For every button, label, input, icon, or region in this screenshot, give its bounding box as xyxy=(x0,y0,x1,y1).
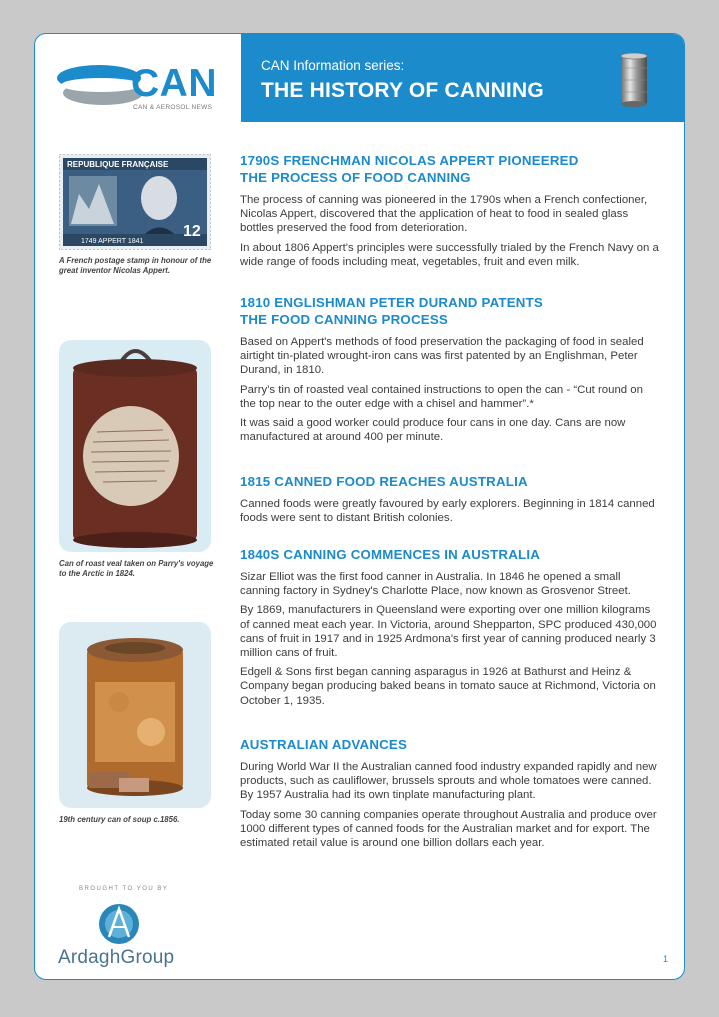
logo-subtext: CAN & AEROSOL NEWS xyxy=(133,104,213,111)
paragraph: By 1869, manufacturers in Queensland were exporting over one million kilograms of canned meat each year. In Victoria, around Shepparton, SPC produced 430,000 cans of fruit in 1917 and in 1925 Ardmona's first year of canning produced nearly 3 million cans of fruit. xyxy=(240,604,657,660)
ardagh-logo-icon xyxy=(95,899,143,949)
section-durand xyxy=(240,294,660,449)
section-australia-1815 xyxy=(240,473,660,530)
logo-text: CAN xyxy=(131,62,217,105)
section-australia-1840s xyxy=(240,546,660,713)
stamp-top-text: REPUBLIQUE FRANÇAISE xyxy=(67,160,169,169)
section-heading: 1810 ENGLISHMAN PETER DURAND PATENTS THE FOOD CANNING PROCESS xyxy=(240,295,543,327)
veal-can-caption: Can of roast veal taken on Parry's voyage to the Arctic in 1824. xyxy=(59,559,214,578)
soup-can-image xyxy=(59,622,211,808)
roast-veal-can-image xyxy=(59,340,211,552)
paragraph: In about 1806 Appert's principles were successfully trialed by the French Navy on a wide range of foods including meat, vegetables, fruit and even milk. xyxy=(240,241,659,268)
appert-stamp-image xyxy=(59,154,211,250)
paragraph: It was said a good worker could produce four cans in one day. Cans are now manufactured at around 400 per minute. xyxy=(240,417,626,444)
stamp-caption: A French postage stamp in honour of the great inventor Nicolas Appert. xyxy=(59,256,212,275)
paragraph: Parry's tin of roasted veal contained instructions to open the can - “Cut round on the top near to the outer edge with a chisel and hammer”.* xyxy=(240,383,643,410)
can-logo xyxy=(53,60,239,110)
stamp-value: 12 xyxy=(183,223,201,240)
page-title: THE HISTORY OF CANNING xyxy=(261,79,544,102)
paragraph: The process of canning was pioneered in the 1790s when a French confectioner, Nicolas Appert, discovered that the application of heat to food in sealed glass bottles preserved the food from deterioration. xyxy=(240,194,648,235)
paragraph: During World War II the Australian canned food industry expanded rapidly and new products, such as cauliflower, brussels sprouts and whole tomatoes were canned. By 1957 Australia had its own tinplate manufacturing plant. xyxy=(240,761,657,802)
series-label: CAN Information series: xyxy=(261,58,405,73)
ardagh-group-wordmark: ArdaghGroup xyxy=(58,947,175,968)
paragraph: Sizar Elliot was the first food canner in Australia. In 1846 he opened a small canning factory in Sydney's Charlotte Place, now known as Grosvenor Street. xyxy=(240,571,631,598)
section-australian-advances xyxy=(240,736,660,855)
tin-can-icon xyxy=(619,52,649,108)
swoosh-icon xyxy=(53,60,143,110)
page-number: 1 xyxy=(663,954,669,964)
paragraph: Today some 30 canning companies operate throughout Australia and produce over 1000 different types of canned foods for the Australian market and for export. The estimated retail value is around one billion dollars each year. xyxy=(240,808,657,850)
section-heading: 1790S FRENCHMAN NICOLAS APPERT PIONEERED THE PROCESS OF FOOD CANNING xyxy=(240,153,579,185)
stamp-bottom-text: 1749 APPERT 1841 xyxy=(81,238,144,245)
soup-can-caption: 19th century can of soup c.1856. xyxy=(59,815,180,824)
section-heading: AUSTRALIAN ADVANCES xyxy=(240,737,408,752)
paragraph: Edgell & Sons first began canning asparagus in 1926 at Bathurst and Heinz & Company began producing baked beans in tomato sauce at Richmond, Victoria on October 1, 1935. xyxy=(240,666,656,707)
section-heading: 1815 CANNED FOOD REACHES AUSTRALIA xyxy=(240,474,528,489)
paragraph: Canned foods were greatly favoured by early explorers. Beginning in 1814 canned foods were sent to distant British colonies. xyxy=(240,498,655,525)
brought-to-you-label: BROUGHT TO YOU BY xyxy=(79,886,169,892)
section-heading: 1840S CANNING COMMENCES IN AUSTRALIA xyxy=(240,547,541,562)
section-appert xyxy=(240,152,660,274)
header-band xyxy=(241,34,685,122)
paragraph: Based on Appert's methods of food preservation the packaging of food in sealed airtight tin-plated wrought-iron cans was first patented by an Englishman, Peter Durand, in 1810. xyxy=(240,336,644,377)
document-page xyxy=(34,33,685,980)
